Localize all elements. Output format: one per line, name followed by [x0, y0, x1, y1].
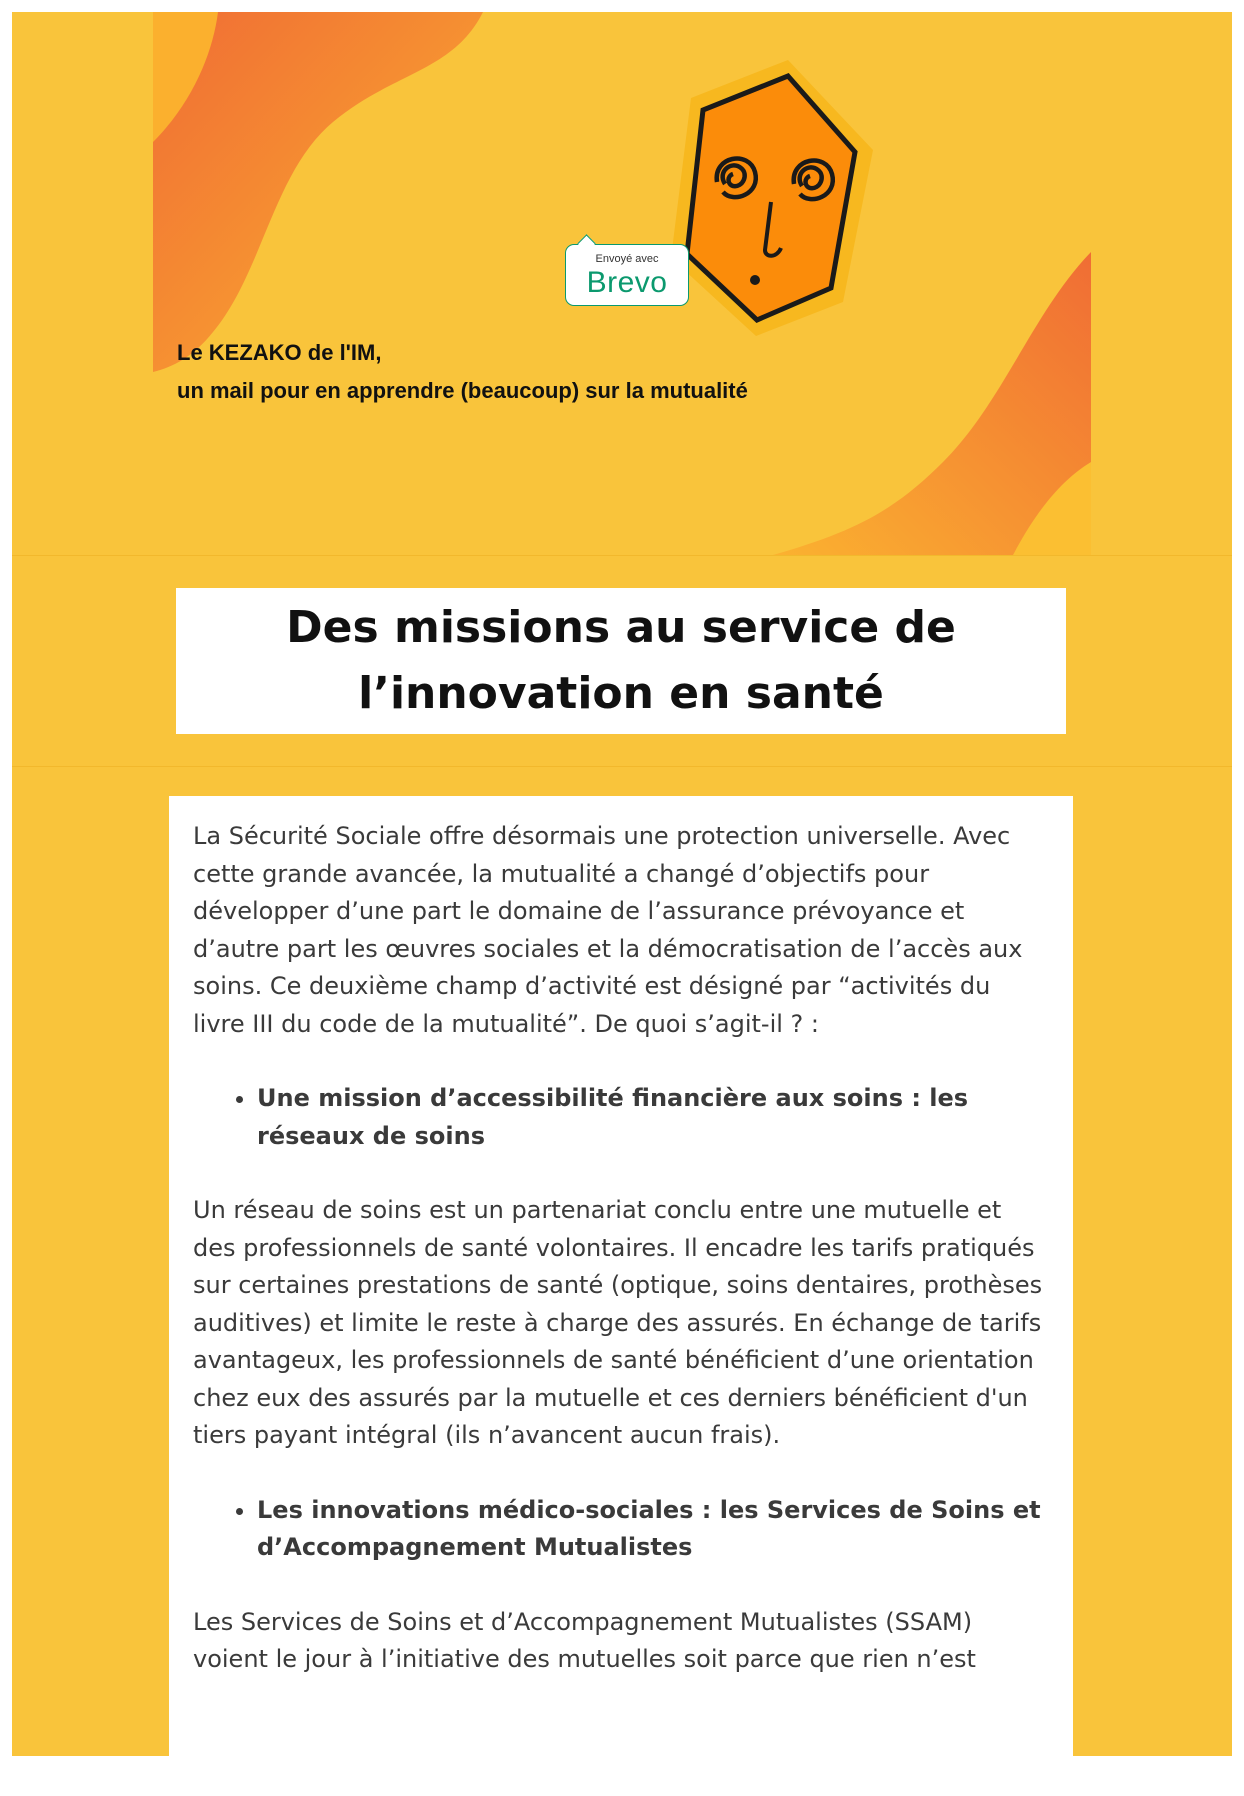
bullet-heading-ssam: • Les innovations médico-sociales : les Services de Soins et d’Accompagnement Mutualistes	[257, 1492, 1049, 1567]
email-page	[12, 12, 1232, 1756]
hexagon-face-icon	[657, 52, 887, 342]
brevo-badge[interactable]	[565, 244, 689, 306]
badge-small-text: Envoyé avec	[595, 253, 659, 265]
article-body	[169, 796, 1073, 1796]
tagline-line2: un mail pour en apprendre (beaucoup) sur la mutualité	[177, 378, 748, 403]
title-box	[176, 588, 1066, 734]
tagline-line1: Le KEZAKO de l'IM,	[177, 340, 382, 365]
tagline	[177, 334, 748, 410]
header-banner	[153, 12, 1091, 555]
bullet-heading-reseaux: • Une mission d’accessibilité financière aux soins : les réseaux de soins	[257, 1080, 1049, 1155]
bullet-list	[193, 1080, 1049, 1155]
brevo-logo: Brevo	[586, 266, 668, 299]
bullet-list	[193, 1492, 1049, 1567]
reseau-paragraph: Un réseau de soins est un partenariat conclu entre une mutuelle et des professionnels de santé volontaires. Il encadre les tarifs pratiqués sur certaines prestations de santé (optique, soins dentaires, prothèses auditives) et limite le reste à charge des assurés. En échange de tarifs avantageux, les professionnels de santé bénéficient d’une orientation chez eux des assurés par la mutuelle et ces derniers bénéficient d'un tiers payant intégral (ils n’avancent aucun frais).	[193, 1196, 1043, 1449]
ssam-paragraph: Les Services de Soins et d’Accompagnement Mutualistes (SSAM) voient le jour à l’initiative des mutuelles soit parce que rien n’est	[193, 1607, 976, 1673]
page-title: Des missions au service de l’innovation en santé	[286, 602, 956, 719]
intro-paragraph: La Sécurité Sociale offre désormais une protection universelle. Avec cette grande avancée, la mutualité a changé d’objectifs pour développer d’une part le domaine de l’assurance prévoyance et d’autre part les œuvres sociales et la démocratisation de l’accès aux soins. Ce deuxième champ d’activité est désigné par “activités du livre III du code de la mutualité”. De quoi s’agit-il ? :	[193, 822, 1023, 1038]
divider	[12, 766, 1232, 767]
divider	[12, 555, 1232, 556]
